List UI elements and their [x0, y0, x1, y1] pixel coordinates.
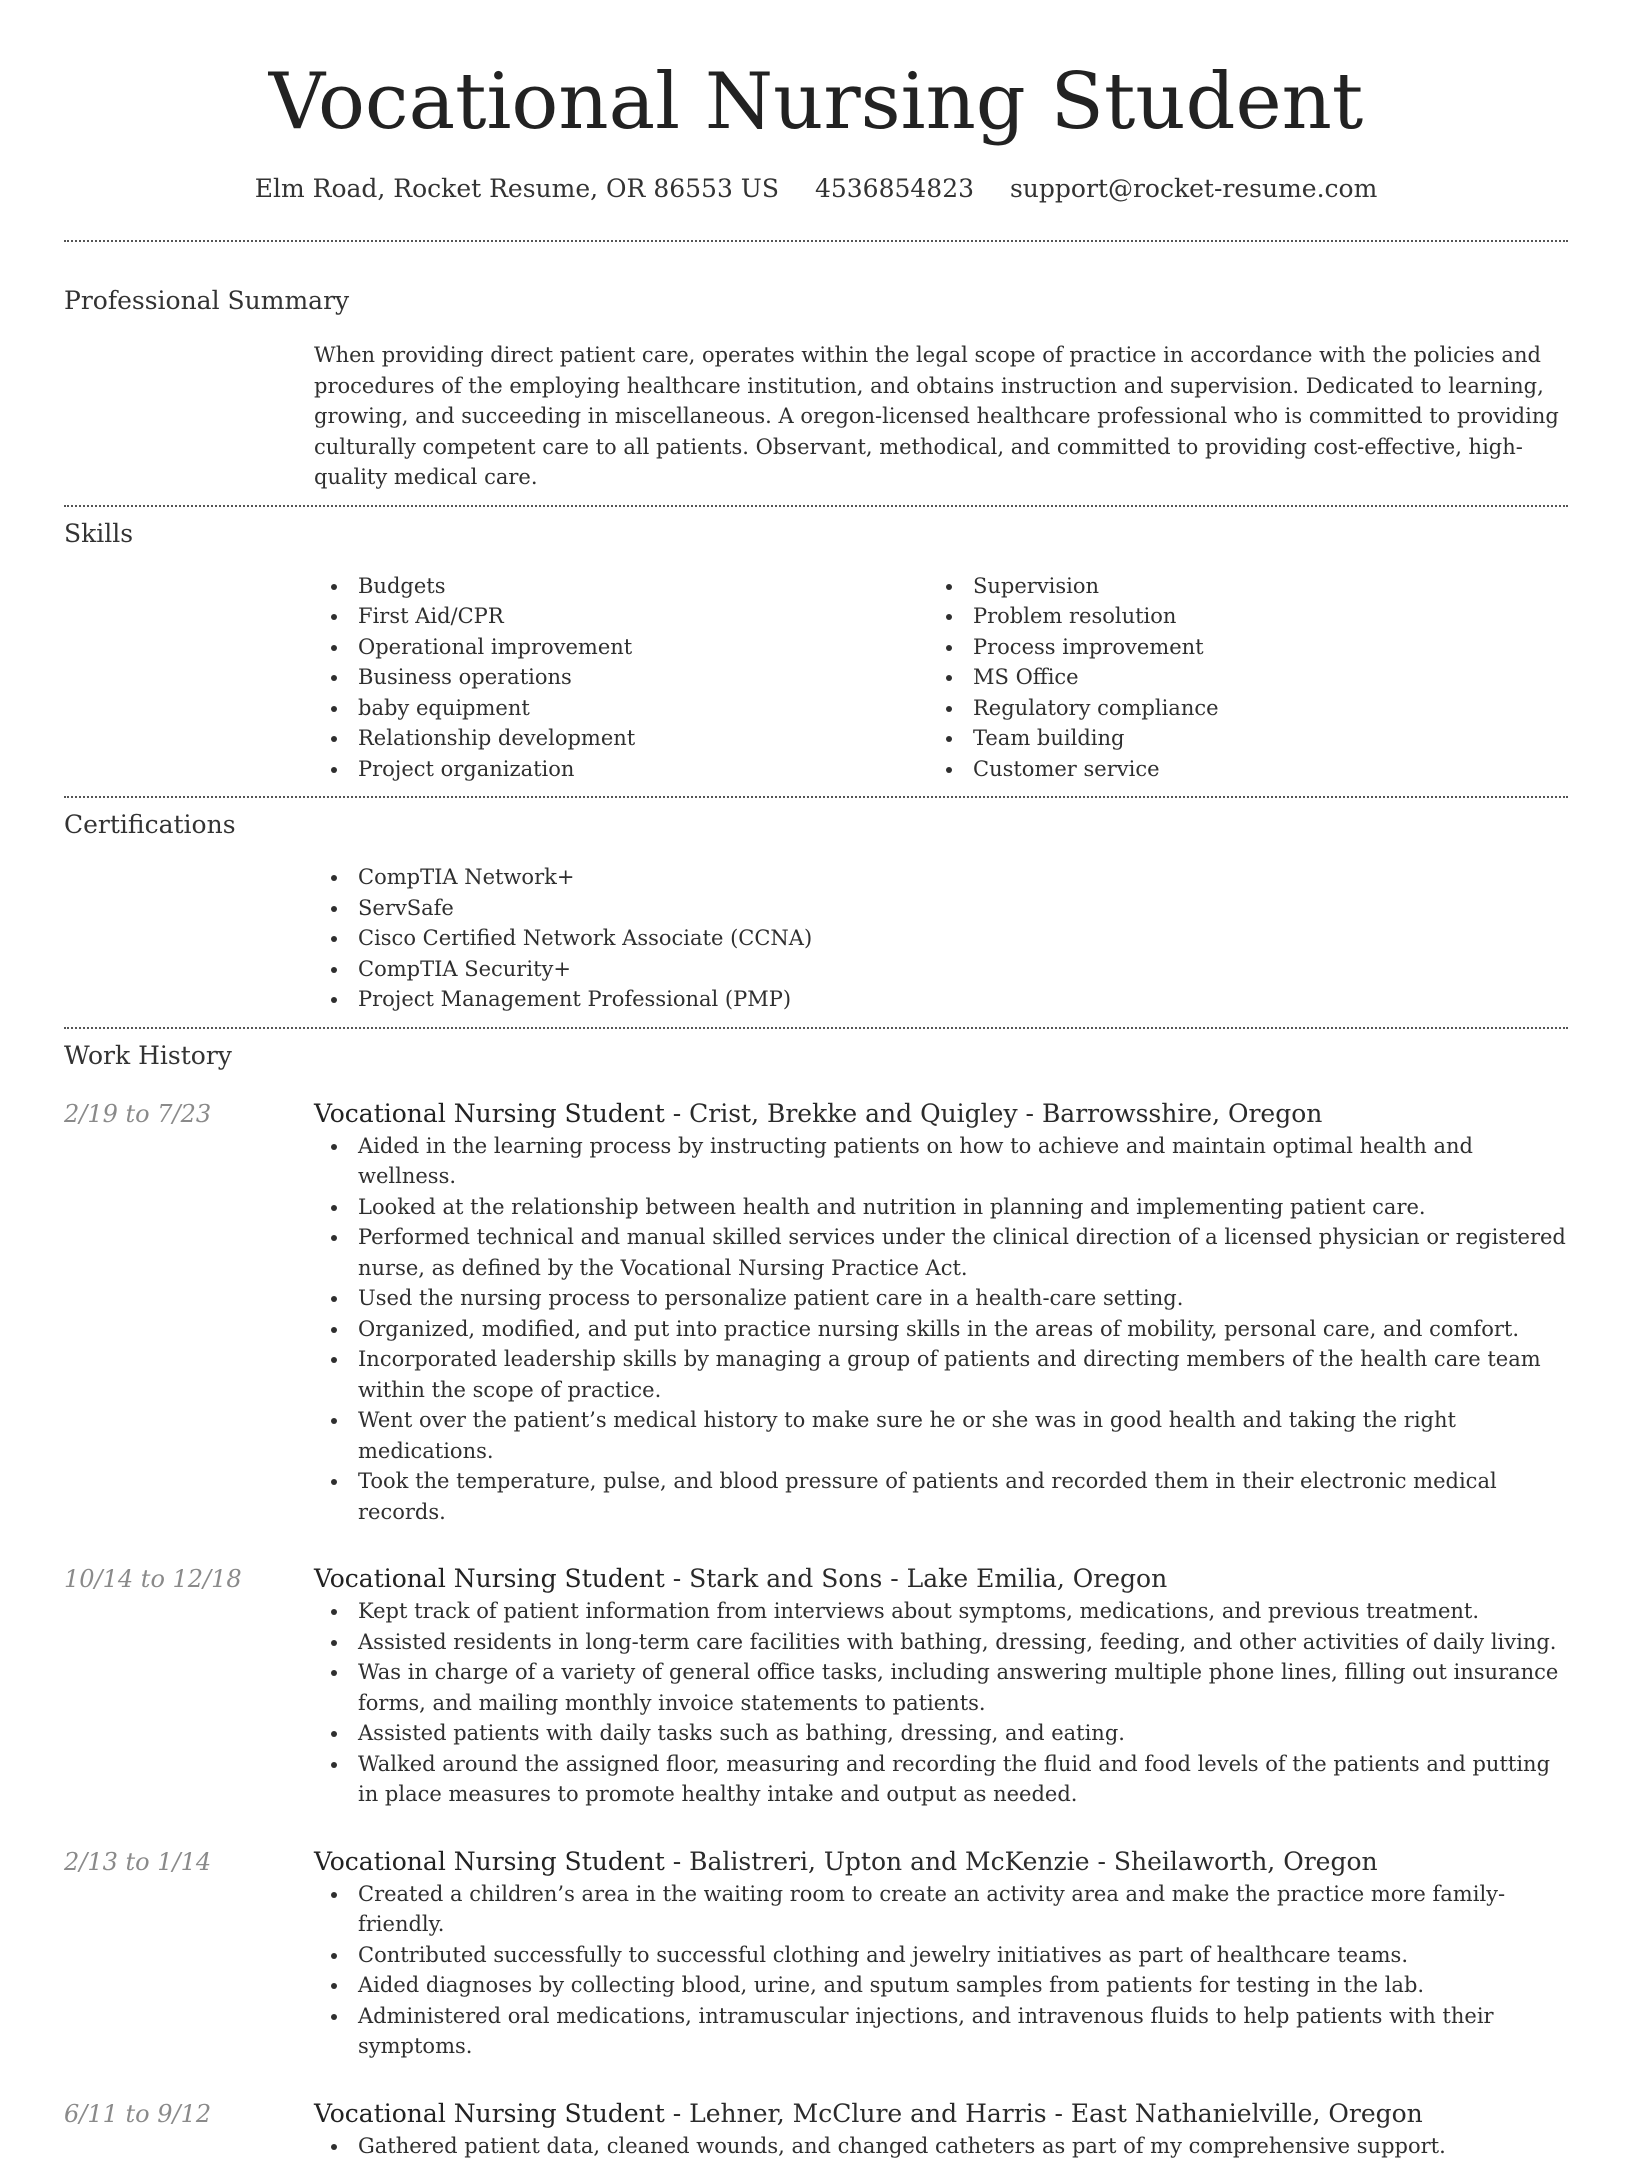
summary-title: Professional Summary: [64, 242, 1568, 318]
job-entry: [64, 1562, 1568, 1810]
job-entry: [64, 1845, 1568, 2062]
job-bullet: Assisted patients with daily tasks such as bathing, dressing, and eating.: [314, 1718, 1568, 1749]
certification-item: CompTIA Security+: [314, 954, 1568, 985]
job-bullet: Was in charge of a variety of general office tasks, including answering multiple phone lines, filling out insurance forms, and mailing monthly invoice statements to patients.: [314, 1657, 1568, 1718]
job-role: Vocational Nursing Student: [314, 1847, 665, 1876]
job-bullets: [314, 1596, 1568, 1810]
job-bullets: [314, 1879, 1568, 2062]
job-heading: Vocational Nursing Student - Crist, Brekke and Quigley - Barrowsshire, Oregon: [314, 1097, 1568, 1131]
job-bullet: Incorporated leadership skills by managing a group of patients and directing members of the health care team within the scope of practice.: [314, 1344, 1568, 1405]
job-bullet: Performed technical and manual skilled services under the clinical direction of a licensed physician or registered nurse, as defined by the Vocational Nursing Practice Act.: [314, 1222, 1568, 1283]
contact-phone: 4536854823: [815, 172, 974, 206]
job-role: Vocational Nursing Student: [314, 1564, 665, 1593]
job-bullet: Assisted residents in long-term care facilities with bathing, dressing, feeding, and other activities of daily living.: [314, 1627, 1568, 1658]
contact-line: [64, 172, 1568, 206]
job-bullet: Organized, modified, and put into practice nursing skills in the areas of mobility, personal care, and comfort.: [314, 1314, 1568, 1345]
job-bullet: Gathered patient data, cleaned wounds, and changed catheters as part of my comprehensive support.: [314, 2131, 1568, 2161]
job-bullet: Took the temperature, pulse, and blood pressure of patients and recorded them in their electronic medical records.: [314, 1466, 1568, 1527]
job-heading: Vocational Nursing Student - Balistreri, Upton and McKenzie - Sheilaworth, Oregon: [314, 1845, 1568, 1879]
job-role: Vocational Nursing Student: [314, 1099, 665, 1128]
skills-title: Skills: [64, 507, 1568, 551]
job-dates: 10/14 to 12/18: [64, 1562, 314, 1596]
skills-list: [314, 571, 1568, 785]
certifications-section: [64, 798, 1568, 1015]
job-location: Lake Emilia, Oregon: [907, 1564, 1168, 1593]
certification-item: CompTIA Network+: [314, 862, 1568, 893]
skills-column-left: [314, 571, 929, 785]
job-bullets: [314, 1131, 1568, 1528]
job-location: Sheilaworth, Oregon: [1114, 1847, 1378, 1876]
certification-item: Project Management Professional (PMP): [314, 984, 1568, 1015]
contact-address: Elm Road, Rocket Resume, OR 86553 US: [255, 172, 779, 206]
job-role: Vocational Nursing Student: [314, 2099, 665, 2128]
job-dates: 2/13 to 1/14: [64, 1845, 314, 1879]
skill-item: baby equipment: [314, 693, 929, 724]
job-body: [314, 1097, 1568, 1528]
skill-item: Relationship development: [314, 723, 929, 754]
skill-item: Problem resolution: [929, 601, 1544, 632]
job-body: [314, 1845, 1568, 2062]
job-bullets: [314, 2131, 1568, 2161]
job-bullet: Went over the patient’s medical history to make sure he or she was in good health and taking the right medications.: [314, 1405, 1568, 1466]
job-body: [314, 2097, 1568, 2161]
job-bullet: Aided in the learning process by instructing patients on how to achieve and maintain optimal health and wellness.: [314, 1131, 1568, 1192]
certification-item: Cisco Certified Network Associate (CCNA): [314, 923, 1568, 954]
skill-item: Team building: [929, 723, 1544, 754]
job-heading: Vocational Nursing Student - Lehner, McClure and Harris - East Nathanielville, Oregon: [314, 2097, 1568, 2131]
job-bullet: Created a children’s area in the waiting room to create an activity area and make the practice more family-friendly.: [314, 1879, 1568, 1940]
skill-item: MS Office: [929, 662, 1544, 693]
resume-name: Vocational Nursing Student: [64, 0, 1568, 152]
work-history-title: Work History: [64, 1029, 1568, 1073]
job-entry: [64, 2097, 1568, 2161]
job-bullet: Administered oral medications, intramuscular injections, and intravenous fluids to help patients with their symptoms.: [314, 2001, 1568, 2062]
job-bullet: Aided diagnoses by collecting blood, urine, and sputum samples from patients for testing in the lab.: [314, 1970, 1568, 2001]
job-location: Barrowsshire, Oregon: [1042, 1099, 1322, 1128]
certifications-list: [314, 862, 1568, 1015]
skill-item: Supervision: [929, 571, 1544, 602]
job-company: Crist, Brekke and Quigley: [689, 1099, 1017, 1128]
certification-item: ServSafe: [314, 893, 1568, 924]
job-bullet: Kept track of patient information from interviews about symptoms, medications, and previous treatment.: [314, 1596, 1568, 1627]
skill-item: Process improvement: [929, 632, 1544, 663]
job-bullet: Looked at the relationship between health and nutrition in planning and implementing patient care.: [314, 1192, 1568, 1223]
summary-text: When providing direct patient care, operates within the legal scope of practice in accordance with the policies and procedures of the employing healthcare institution, and obtains instruction and supervision. Dedicated to learning, growing, and succeeding in miscellaneous. A oregon-licensed healthcare professional who is committed to providing culturally competent care to all patients. Observant, methodical, and committed to providing cost-effective, high-quality medical care.: [314, 340, 1569, 493]
certifications-title: Certifications: [64, 798, 1568, 842]
job-bullet: Used the nursing process to personalize patient care in a health-care setting.: [314, 1283, 1568, 1314]
job-company: Balistreri, Upton and McKenzie: [689, 1847, 1089, 1876]
skill-item: Budgets: [314, 571, 929, 602]
skill-item: Operational improvement: [314, 632, 929, 663]
skill-item: Business operations: [314, 662, 929, 693]
job-location: East Nathanielville, Oregon: [1071, 2099, 1423, 2128]
job-bullet: Walked around the assigned floor, measuring and recording the fluid and food levels of the patients and putting in place measures to promote healthy intake and output as needed.: [314, 1749, 1568, 1810]
skill-item: Project organization: [314, 754, 929, 785]
work-history-section: [64, 1029, 1568, 2161]
skill-item: First Aid/CPR: [314, 601, 929, 632]
certifications-bullets: [314, 862, 1568, 1015]
job-bullet: Contributed successfully to successful clothing and jewelry initiatives as part of healthcare teams.: [314, 1940, 1568, 1971]
job-body: [314, 1562, 1568, 1810]
job-dates: 2/19 to 7/23: [64, 1097, 314, 1131]
job-entry: [64, 1097, 1568, 1528]
job-heading: Vocational Nursing Student - Stark and Sons - Lake Emilia, Oregon: [314, 1562, 1568, 1596]
skills-column-right: [929, 571, 1544, 785]
skill-item: Regulatory compliance: [929, 693, 1544, 724]
contact-email: support@rocket-resume.com: [1010, 172, 1377, 206]
job-dates: 6/11 to 9/12: [64, 2097, 314, 2131]
job-company: Stark and Sons: [689, 1564, 882, 1593]
skills-section: [64, 507, 1568, 785]
job-company: Lehner, McClure and Harris: [689, 2099, 1046, 2128]
summary-section: [64, 242, 1568, 493]
skill-item: Customer service: [929, 754, 1544, 785]
